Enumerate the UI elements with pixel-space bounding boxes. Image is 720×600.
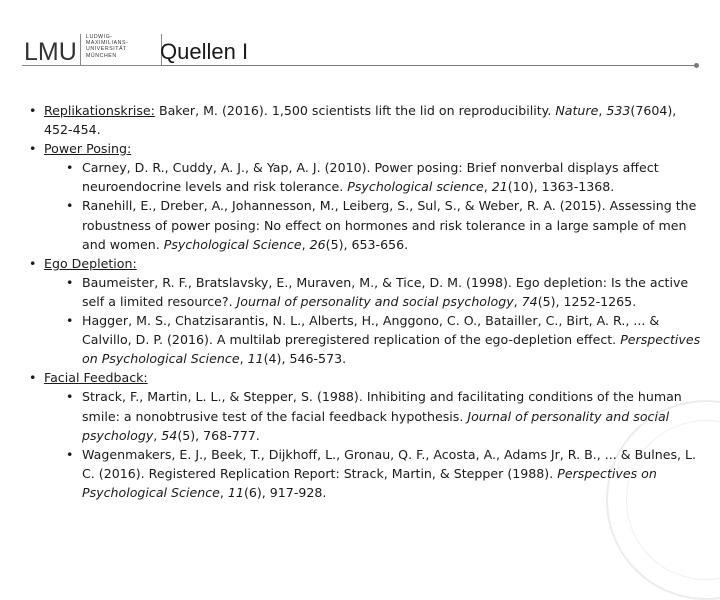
reference-item <box>26 311 706 368</box>
ref-journal: Perspectives on Psychological Science <box>82 465 657 500</box>
ref-journal: Perspectives on Psychological Science <box>82 332 701 367</box>
ref-volume: 54 <box>161 427 178 443</box>
section-heading: Ego Depletion: <box>44 255 137 271</box>
section-facial-feedback <box>26 368 706 387</box>
title-underline-end-dot <box>694 63 699 68</box>
title-underline <box>160 65 696 66</box>
logo-line: LUDWIG- <box>86 34 113 40</box>
bullet-icon: • <box>66 198 74 214</box>
ref-volume: 11 <box>247 351 264 367</box>
section-heading: Facial Feedback: <box>44 370 148 386</box>
ref-journal: Nature <box>555 103 599 118</box>
logo-divider <box>80 34 81 66</box>
ref-citation: Hagger, M. S., Chatzisarantis, N. L., Alberts, H., Anggono, C. O., Batailler, C., Birt, A. R., ... & Calvillo, D. P. (2016). A multilab preregistered replication of the ego-depletion effect. <box>82 313 660 348</box>
ref-volume: 21 <box>491 179 508 195</box>
ref-pages: (6), 917-928. <box>243 484 327 500</box>
ref-citation: Baker, M. (2016). 1,500 scientists lift the lid on reproducibility. <box>158 103 556 118</box>
ref-sep: , <box>483 179 492 195</box>
ref-volume: 533 <box>606 103 631 118</box>
ref-volume: 11 <box>227 484 244 500</box>
ref-pages: (5), 1252-1265. <box>537 293 637 309</box>
ref-sep: , <box>153 427 162 443</box>
bullet-icon: • <box>29 370 37 386</box>
bullet-icon: • <box>66 446 74 462</box>
ref-sep: , <box>219 484 228 500</box>
ref-citation: Baumeister, R. F., Bratslavsky, E., Muraven, M., & Tice, D. M. (1998). Ego depletion: Is the active self a limited resource?. <box>82 274 689 309</box>
ref-citation: Wagenmakers, E. J., Beek, T., Dijkhoff, L., Gronau, Q. F., Acosta, A., Adams Jr, R. B., ... & Bulnes, L. C. (2016). Registered Replication Report: Strack, Martin, & Stepper (1988). <box>82 446 697 481</box>
ref-journal: Psychological Science <box>163 236 302 252</box>
ref-sep: , <box>513 293 522 309</box>
section-ego-depletion <box>26 254 706 273</box>
ref-pages: (5), 768-777. <box>177 427 260 443</box>
logo-line: UNIVERSITÄT <box>86 46 127 53</box>
section-replikationskrise <box>26 101 706 139</box>
section-heading: Replikationskrise: <box>44 103 155 118</box>
logo-wordmark <box>86 34 156 59</box>
reference-item <box>26 158 706 196</box>
ref-pages: (10), 1363-1368. <box>507 179 615 195</box>
ref-pages: (4), 546-573. <box>263 351 347 367</box>
ref-journal: Journal of personality and social psychology <box>82 408 670 443</box>
ref-volume: 26 <box>309 236 326 252</box>
ref-sep: , <box>301 236 310 252</box>
reference-item <box>26 387 706 444</box>
bullet-icon: • <box>29 141 37 157</box>
ref-sep: , <box>239 351 248 367</box>
section-power-posing <box>26 139 706 158</box>
reference-item <box>26 273 706 311</box>
ref-citation: Carney, D. R., Cuddy, A. J., & Yap, A. J. (2010). Power posing: Brief nonverbal displays affect neuroendocrine levels and risk tolerance. <box>82 160 659 195</box>
logo-line: MÜNCHEN <box>86 52 117 59</box>
lmu-logo <box>22 34 162 68</box>
section-heading: Power Posing: <box>44 141 132 157</box>
ref-journal: Journal of personality and social psychology <box>236 293 514 309</box>
ref-citation: Ranehill, E., Dreber, A., Johannesson, M., Leiberg, S., Sul, S., & Weber, R. A. (2015). Assessing the robustness of power posing: No effect on hormones and risk tolerance in a large sample of men and women. <box>82 198 697 252</box>
slide-title: Quellen I <box>160 39 249 64</box>
reference-list <box>26 101 706 502</box>
reference-item <box>26 445 706 502</box>
bullet-icon: • <box>29 255 37 271</box>
ref-sep: , <box>598 103 607 118</box>
bullet-icon: • <box>66 389 74 405</box>
bullet-icon: • <box>29 103 37 118</box>
bullet-icon: • <box>66 274 74 290</box>
logo-line: MAXIMILIANS- <box>86 40 129 47</box>
ref-pages: (7604), 452-454. <box>44 103 677 138</box>
ref-citation: Strack, F., Martin, L. L., & Stepper, S. (1988). Inhibiting and facilitating conditions of the human smile: a nonobtrusive test of the facial feedback hypothesis. <box>82 389 682 424</box>
bullet-icon: • <box>66 160 74 176</box>
logo-mark: LMU <box>24 38 77 66</box>
ref-journal: Psychological science <box>347 179 484 195</box>
ref-volume: 74 <box>521 293 538 309</box>
ref-pages: (5), 653-656. <box>325 236 409 252</box>
reference-item <box>26 196 706 253</box>
bullet-icon: • <box>66 313 74 329</box>
